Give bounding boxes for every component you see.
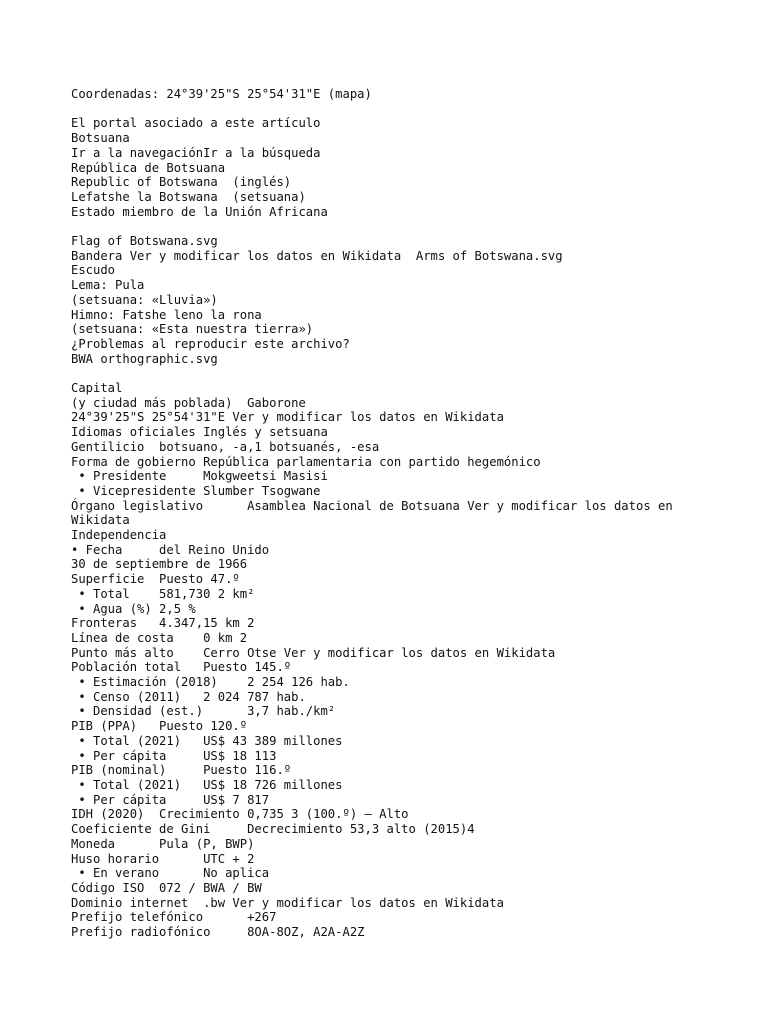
text-line: Dominio internet .bw Ver y modificar los datos en Wikidata	[71, 895, 504, 910]
text-line: IDH (2020) Crecimiento 0,735 3 (100.º) – Alto	[71, 807, 409, 822]
text-line: • Per cápita US$ 7 817	[71, 792, 270, 807]
text-line: PIB (nominal) Puesto 116.º	[71, 763, 292, 778]
text-line: Prefijo radiofónico 8OA-8OZ, A2A-A2Z	[71, 925, 365, 940]
blank-line	[71, 219, 711, 234]
text-line: Gentilicio botsuano, -a,1 botsuanés, -esa	[71, 439, 380, 454]
blank-line	[71, 366, 711, 381]
text-line: • Vicepresidente Slumber Tsogwane	[71, 483, 321, 498]
text-line: • Per cápita US$ 18 113	[71, 748, 277, 763]
text-line: • En verano No aplica	[71, 866, 270, 881]
text-line: Prefijo telefónico +267	[71, 910, 277, 925]
text-line: PIB (PPA) Puesto 120.º	[71, 719, 248, 734]
text-line: • Agua (%) 2,5 %	[71, 601, 196, 616]
text-line: República de Botsuana	[71, 160, 226, 175]
text-line: • Fecha del Reino Unido	[71, 542, 270, 557]
text-line: (y ciudad más poblada) Gaborone	[71, 395, 306, 410]
text-line: • Estimación (2018) 2 254 126 hab.	[71, 675, 350, 690]
document-body	[71, 87, 711, 940]
text-line: • Censo (2011) 2 024 787 hab.	[71, 689, 306, 704]
text-line: 24°39'25"S 25°54'31"E Ver y modificar los datos en Wikidata	[71, 410, 504, 425]
text-line: Lema: Pula	[71, 278, 145, 293]
blank-line	[71, 102, 711, 117]
text-line: El portal asociado a este artículo	[71, 116, 321, 131]
text-line: Flag of Botswana.svg	[71, 234, 218, 248]
text-line: 30 de septiembre de 1966	[71, 557, 248, 572]
text-line: Bandera Ver y modificar los datos en Wikidata Arms of Botswana.svg	[71, 248, 563, 263]
text-line: Forma de gobierno República parlamentaria con partido hegemónico	[71, 454, 541, 469]
text-line: Ir a la navegaciónIr a la búsqueda	[71, 145, 321, 160]
text-line: Escudo	[71, 263, 116, 278]
text-line: • Total 581,730 2 km²	[71, 586, 255, 601]
text-line: Idiomas oficiales Inglés y setsuana	[71, 425, 328, 440]
text-line: Superficie Puesto 47.º	[71, 572, 240, 587]
text-line: • Densidad (est.) 3,7 hab./km²	[71, 704, 336, 719]
text-line: Código ISO 072 / BWA / BW	[71, 880, 262, 895]
text-line: • Presidente Mokgweetsi Masisi	[71, 469, 328, 484]
text-line: Botsuana	[71, 131, 130, 146]
text-line: Fronteras 4.347,15 km 2	[71, 616, 255, 631]
text-line: Huso horario UTC + 2	[71, 851, 255, 866]
text-line: BWA orthographic.svg	[71, 351, 218, 366]
text-line: • Total (2021) US$ 43 389 millones	[71, 733, 343, 748]
text-line: (setsuana: «Lluvia»)	[71, 292, 218, 307]
text-line: Estado miembro de la Unión Africana	[71, 204, 328, 219]
text-line: Republic of Botswana (inglés)	[71, 175, 292, 190]
text-line: Moneda Pula (P, BWP)	[71, 836, 255, 851]
text-line: Himno: Fatshe leno la rona	[71, 307, 262, 322]
text-line: Línea de costa 0 km 2	[71, 630, 248, 645]
text-line: Capital	[71, 381, 123, 396]
text-line: • Total (2021) US$ 18 726 millones	[71, 778, 343, 792]
text-line: Órgano legislativo Asamblea Nacional de Botsuana Ver y modificar los datos en	[71, 498, 673, 513]
text-line: Coordenadas: 24°39'25"S 25°54'31"E (mapa)	[71, 87, 372, 101]
text-line: Independencia	[71, 528, 167, 543]
text-line: (setsuana: «Esta nuestra tierra»)	[71, 322, 314, 337]
text-line: ¿Problemas al reproducir este archivo?	[71, 336, 350, 351]
text-line: Punto más alto Cerro Otse Ver y modificar los datos en Wikidata	[71, 645, 556, 660]
text-line: Población total Puesto 145.º	[71, 660, 292, 675]
text-line: Lefatshe la Botswana (setsuana)	[71, 189, 306, 204]
text-line: Coeficiente de Gini Decrecimiento 53,3 alto (2015)4	[71, 822, 475, 837]
text-line: Wikidata	[71, 513, 130, 528]
